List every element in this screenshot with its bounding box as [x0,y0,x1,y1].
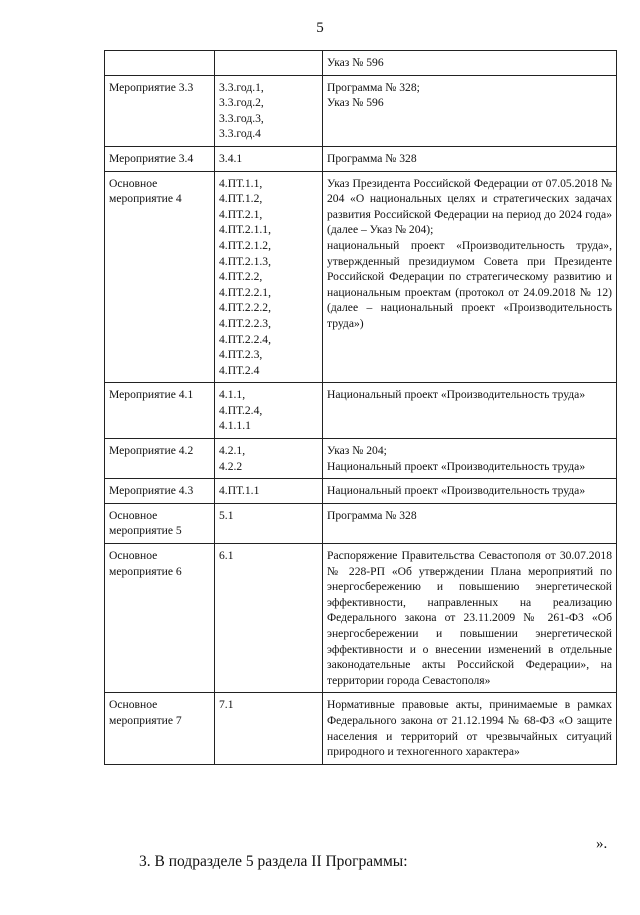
activity-cell-text: мероприятие 5 [109,524,182,538]
table-row [105,146,617,171]
activity-cell-text: Мероприятие 4.1 [109,388,194,402]
activity-cell-text: мероприятие 7 [109,713,182,727]
table-row [105,503,617,543]
indicators-cell-text: 4.ПТ.2.1, [219,207,263,221]
indicators-cell [215,544,323,693]
activities-table [104,50,617,765]
indicators-cell-text: 4.2.2 [219,459,243,473]
activity-cell-text: Мероприятие 4.3 [109,484,194,498]
table-row [105,171,617,383]
basis-cell [323,479,617,504]
indicators-cell [215,693,323,764]
activity-cell-text: Основное [109,508,158,522]
indicators-cell-text: 4.ПТ.1.2, [219,192,263,206]
basis-cell [323,75,617,146]
activity-cell [105,51,215,76]
indicators-cell-text: 5.1 [219,508,234,522]
indicators-cell-text: 4.ПТ.2.1.2, [219,238,271,252]
activity-cell [105,479,215,504]
activity-cell-text: Основное [109,549,158,563]
basis-cell [323,146,617,171]
indicators-cell-text: 4.ПТ.2.2.4, [219,332,271,346]
basis-cell-text: Указ № 596 [327,96,384,110]
indicators-cell-text: 7.1 [219,698,234,712]
indicators-cell-text: 4.ПТ.1.1 [219,484,260,498]
activity-cell [105,75,215,146]
indicators-cell-text: 4.1.1.1 [219,419,251,433]
indicators-cell-text: 4.ПТ.2.1.3, [219,254,271,268]
indicators-cell-text: 4.ПТ.1.1, [219,176,263,190]
indicators-cell-text: 4.ПТ.2.1.1, [219,223,271,237]
indicators-cell-text: 3.3.год.2, [219,96,264,110]
table-row [105,479,617,504]
indicators-cell-text: 4.ПТ.2.2.2, [219,301,271,315]
indicators-cell [215,75,323,146]
indicators-cell [215,503,323,543]
activity-cell [105,383,215,439]
indicators-cell-text: 3.3.год.1, [219,80,264,94]
basis-cell-text: Национальный проект «Производительность труда» [327,484,586,498]
indicators-cell [215,171,323,383]
indicators-cell [215,383,323,439]
basis-cell-text: Программа № 328 [327,508,417,522]
activity-cell-text: Основное [109,176,158,190]
activity-cell-text: мероприятие 6 [109,564,182,578]
section-instruction: 3. В подразделе 5 раздела II Программы: [139,853,408,870]
activity-cell [105,544,215,693]
table-body [105,51,617,765]
basis-cell-text: Программа № 328 [327,151,417,165]
table-row [105,693,617,764]
indicators-cell-text: 4.ПТ.2.4 [219,363,260,377]
basis-cell-text: Национальный проект «Производительность труда» [327,459,586,473]
indicators-cell-text: 4.ПТ.2.2.1, [219,285,271,299]
activity-cell-text: Мероприятие 3.3 [109,80,194,94]
table-row [105,75,617,146]
indicators-cell [215,479,323,504]
activity-cell [105,693,215,764]
indicators-cell-text: 3.3.год.4 [219,127,261,141]
basis-cell-text: Указ № 596 [327,56,384,69]
basis-cell-text: национальный проект «Производительность труда», утвержденный президиумом Совета при Президенте Российской Федерации по стратегическому развитию и национальным проектам (протокол от 24.09.2018 № 12) (далее – национальный проект «Производительность труда») [327,238,612,330]
closing-quote-mark: ». [596,836,608,852]
activity-cell [105,146,215,171]
activity-cell [105,503,215,543]
indicators-cell-text: 4.1.1, [219,388,246,402]
basis-cell [323,171,617,383]
indicators-cell-text: 4.2.1, [219,444,246,458]
table-row [105,544,617,693]
indicators-cell-text: 4.ПТ.2.2.3, [219,316,271,330]
basis-cell-text: Распоряжение Правительства Севастополя от 30.07.2018 № 228-РП «Об утверждении Плана мероприятий по энергосбережению и повышению энергетической эффективности, направленных на реализацию Федерального закона от 23.11.2009 № 261-ФЗ «Об энергосбережении и повышении энергетической эффективности и о внесении изменений в отдельные законодательные акты Российской Федерации», на территории города Севастополя» [327,549,612,687]
basis-cell [323,383,617,439]
activity-cell [105,171,215,383]
indicators-cell-text: 4.ПТ.2.4, [219,403,263,417]
table-row [105,383,617,439]
activity-cell [105,439,215,479]
table-row [105,51,617,76]
indicators-cell-text: 3.4.1 [219,151,243,165]
basis-cell-text: Национальный проект «Производительность труда» [327,388,586,402]
activity-cell-text: мероприятие 4 [109,192,182,206]
indicators-cell [215,439,323,479]
basis-cell-text: Указ Президента Российской Федерации от 07.05.2018 № 204 «О национальных целях и стратегических задачах развития Российской Федерации на период до 2024 года» (далее – Указ № 204); [327,176,612,237]
table-row [105,439,617,479]
basis-cell [323,439,617,479]
basis-cell-text: Указ № 204; [327,444,387,458]
activity-cell-text: Мероприятие 4.2 [109,444,194,458]
indicators-cell [215,51,323,76]
indicators-cell [215,146,323,171]
indicators-cell-text: 4.ПТ.2.3, [219,348,263,362]
basis-cell-text: Нормативные правовые акты, принимаемые в рамках Федерального закона от 21.12.1994 № 68-ФЗ «О защите населения и территорий от чрезвычайных ситуаций природного и техногенного характера» [327,698,612,759]
page-number: 5 [316,20,324,36]
activity-cell-text: Мероприятие 3.4 [109,151,194,165]
basis-cell [323,503,617,543]
indicators-cell-text: 3.3.год.3, [219,111,264,125]
indicators-cell-text: 6.1 [219,549,234,563]
basis-cell [323,51,617,76]
indicators-cell-text: 4.ПТ.2.2, [219,270,263,284]
activity-cell-text: Основное [109,698,158,712]
basis-cell-text: Программа № 328; [327,80,420,94]
basis-cell [323,544,617,693]
basis-cell [323,693,617,764]
